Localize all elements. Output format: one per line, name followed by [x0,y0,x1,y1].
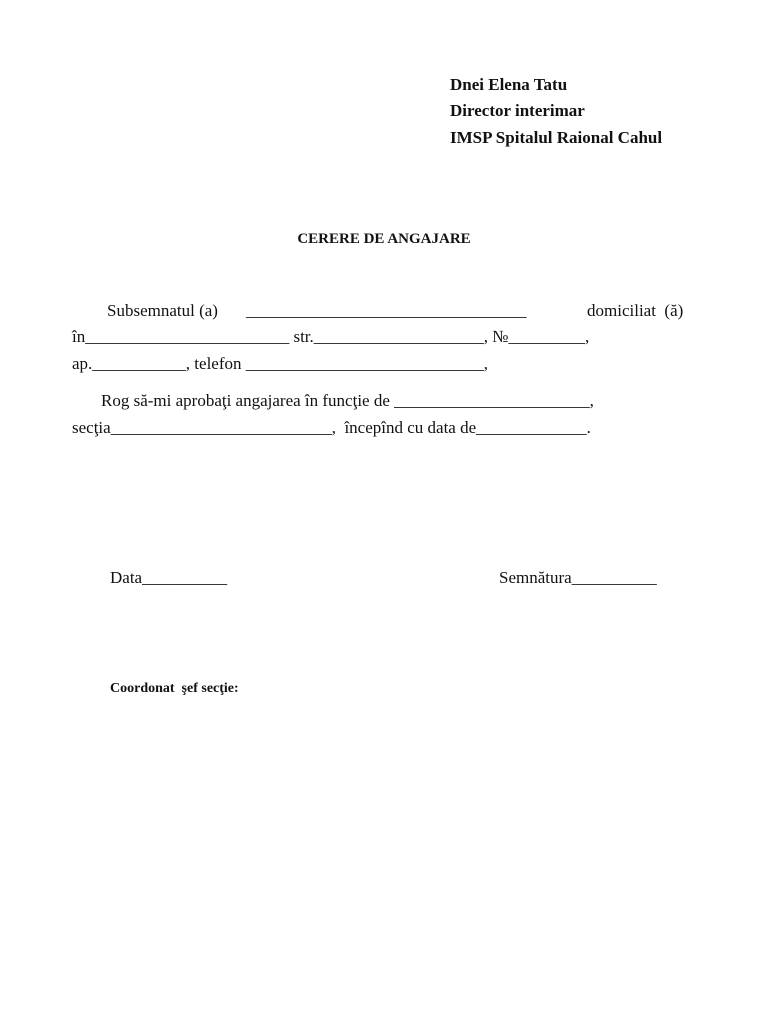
coordination-label: Coordonat şef secţie: [110,681,239,696]
apartment-phone-line: ap.___________, telefon ____________________________, [72,354,488,373]
domiciliat-label: domiciliat (ă) [587,301,684,320]
section-start-date-line: secţia__________________________, începînd cu data de_____________. [72,418,591,437]
subsemnatul-blank: _________________________________ [246,301,527,320]
date-field: Data__________ [110,568,228,587]
request-line: Rog să-mi aprobaţi angajarea în funcţie de _______________________, [101,391,594,410]
addressee-institution: IMSP Spitalul Raional Cahul [450,128,663,147]
addressee-name: Dnei Elena Tatu [450,75,568,94]
signature-field: Semnătura__________ [499,568,657,587]
subsemnatul-label: Subsemnatul (a) [107,301,218,320]
address-line: în________________________ str.____________________, №_________, [72,327,590,346]
addressee-position: Director interimar [450,101,585,120]
document-title: CERERE DE ANGAJARE [297,231,471,247]
